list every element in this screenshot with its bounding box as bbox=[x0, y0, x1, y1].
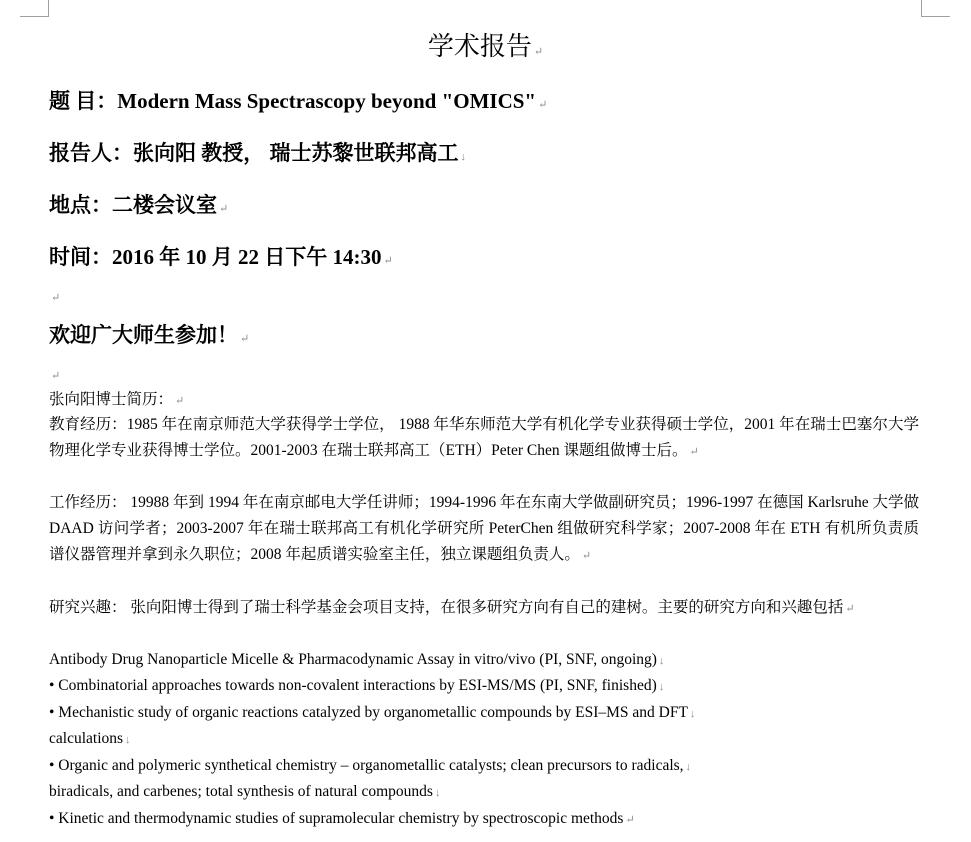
document-title: 学术报告 ↵ bbox=[427, 32, 544, 61]
paragraph-mark-icon: ↵ bbox=[845, 603, 855, 615]
line-break-mark-icon: ↓ bbox=[460, 151, 466, 163]
paragraph-mark-icon: ↵ bbox=[625, 814, 635, 826]
research-item-continuation: biradicals, and carbenes; total synthesis of natural compounds ↓ bbox=[49, 783, 441, 800]
page-corner-top-right bbox=[921, 0, 950, 17]
paragraph-mark-icon: ↵ bbox=[383, 255, 393, 267]
paragraph-mark-icon: ↵ bbox=[581, 550, 592, 562]
location-line: 地点：二楼会议室 ↵ bbox=[49, 193, 229, 217]
paragraph-mark-icon: ↵ bbox=[533, 46, 544, 58]
speaker-line: 报告人：张向阳 教授， 瑞士苏黎世联邦高工 ↓ bbox=[49, 141, 466, 165]
paragraph-mark-icon: ↵ bbox=[538, 99, 548, 111]
line-break-mark-icon: ↓ bbox=[658, 681, 665, 693]
research-item-continuation: calculations ↓ bbox=[49, 730, 131, 747]
paragraph-mark-icon: ↵ bbox=[219, 203, 229, 215]
page-corner-top-left bbox=[20, 0, 49, 17]
research-item: • Kinetic and thermodynamic studies of supramolecular chemistry by spectroscopic methods ↵ bbox=[49, 810, 635, 827]
paragraph-mark-icon: ↵ bbox=[175, 395, 185, 407]
work-paragraph: 工作经历： 19988 年到 1994 年在南京邮电大学任讲师；1994-1996 年在东南大学做副研究员；1996-1997 在德国 Karlsruhe 大学做 DAAD 访问学者；2003-2007 年在瑞士联邦高工有机化学研究所 PeterChen 组做研究科学家；2007-2008 年在 ETH 有机所负责质谱仪器管理并拿到永久职位；2008 年起质谱实验室主任，独立课题组负责人。 ↵ bbox=[49, 494, 919, 563]
paragraph-mark-icon: ↵ bbox=[51, 292, 61, 304]
line-break-mark-icon: ↓ bbox=[658, 655, 665, 667]
paragraph-mark-icon: ↵ bbox=[51, 370, 61, 382]
research-item: Antibody Drug Nanoparticle Micelle & Pharmacodynamic Assay in vitro/vivo (PI, SNF, ongoing) ↓ bbox=[49, 651, 665, 668]
research-item: • Organic and polymeric synthetical chemistry – organometallic catalysts; clean precursors to radicals, ↓ bbox=[49, 757, 692, 774]
line-break-mark-icon: ↓ bbox=[434, 787, 441, 799]
research-item: • Mechanistic study of organic reactions catalyzed by organometallic compounds by ESI–MS and DFT ↓ bbox=[49, 704, 696, 721]
education-paragraph: 教育经历：1985 年在南京师范大学获得学士学位， 1988 年华东师范大学有机化学专业获得硕士学位，2001 年在瑞士巴塞尔大学物理化学专业获得博士学位。2001-2003 在瑞士联邦高工（ETH）Peter Chen 课题组做博士后。 ↵ bbox=[49, 416, 919, 459]
line-break-mark-icon: ↓ bbox=[125, 734, 131, 746]
topic-line: 题 目：Modern Mass Spectrascopy beyond "OMICS" ↵ bbox=[49, 89, 548, 113]
welcome-line: 欢迎广大师生参加！ ↵ bbox=[49, 323, 250, 347]
line-break-mark-icon: ↓ bbox=[689, 708, 696, 720]
empty-paragraph bbox=[49, 288, 60, 306]
research-paragraph: 研究兴趣： 张向阳博士得到了瑞士科学基金会项目支持，在很多研究方向有自己的建树。主要的研究方向和兴趣包括 ↵ bbox=[49, 599, 855, 616]
paragraph-mark-icon: ↵ bbox=[689, 446, 699, 458]
bio-heading: 张向阳博士简历： ↵ bbox=[49, 391, 185, 408]
empty-paragraph bbox=[49, 366, 60, 384]
paragraph-mark-icon: ↵ bbox=[240, 333, 250, 345]
time-line: 时间：2016 年 10 月 22 日下午 14:30 ↵ bbox=[49, 245, 393, 269]
research-item: • Combinatorial approaches towards non-covalent interactions by ESI-MS/MS (PI, SNF, finished) ↓ bbox=[49, 677, 665, 694]
line-break-mark-icon: ↓ bbox=[685, 761, 692, 773]
